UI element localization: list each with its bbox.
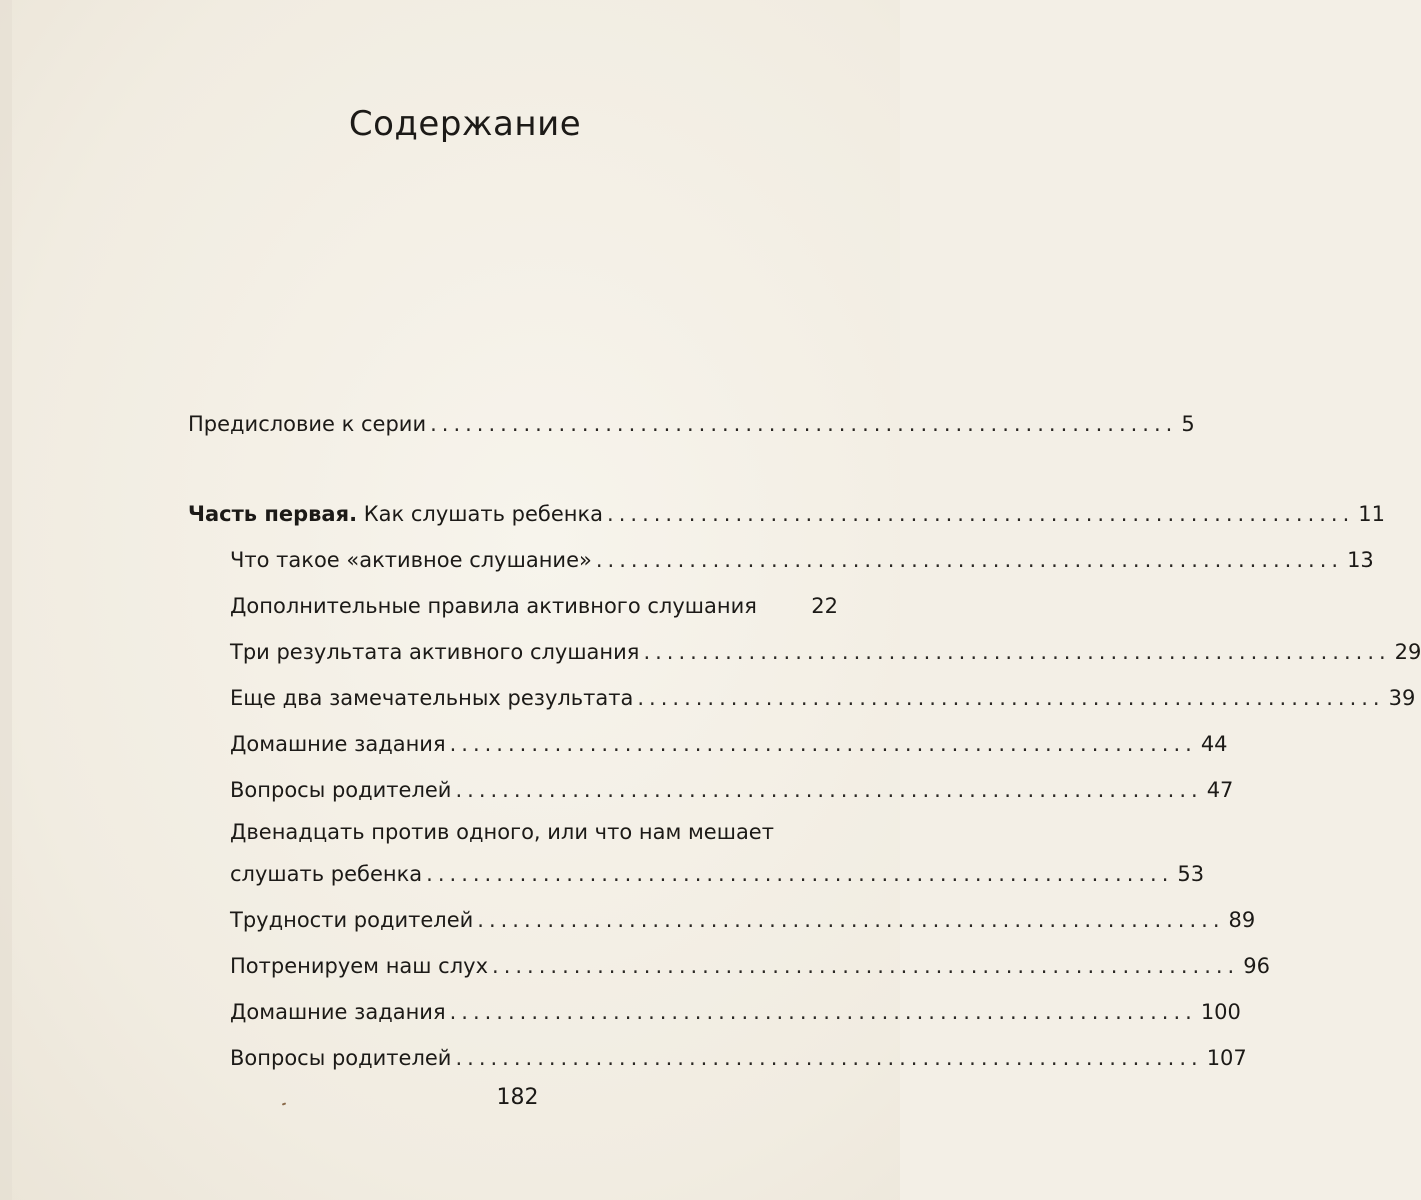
toc-page-number: 53 [1177, 862, 1205, 886]
leader-dots: ................................................................ [643, 640, 1391, 664]
leader-dots: ................................................................ [492, 954, 1240, 978]
toc-entry [188, 574, 838, 620]
toc-label: Домашние задания [230, 1000, 446, 1024]
toc-label-line1: Двенадцать против одного, или что нам мешает [230, 820, 774, 844]
toc-line2-row [230, 850, 1205, 888]
toc-page-number: 100 [1200, 1000, 1241, 1024]
toc-entry [188, 620, 1421, 666]
toc-entry-preface [188, 392, 1195, 438]
toc-page-number: 29 [1394, 640, 1421, 664]
leader-dots: ................................................................ [449, 732, 1197, 756]
toc-label: Дополнительные правила активного слушания [230, 594, 757, 618]
leader-dots: ................................................................ [449, 1000, 1197, 1024]
toc-entry [188, 888, 1256, 934]
toc-label: Еще два замечательных результата [230, 686, 634, 710]
toc-entry-two-line [188, 804, 1205, 888]
toc-label: Вопросы родителей [230, 1046, 452, 1070]
toc-entry [188, 666, 1416, 712]
toc-label [188, 500, 603, 528]
toc-label: Предисловие к серии [188, 412, 427, 436]
toc-label: Потренируем наш слух [230, 954, 489, 978]
toc-page-number: 47 [1206, 778, 1234, 802]
page-number: 182 [496, 1085, 539, 1110]
toc-entry [188, 528, 1374, 574]
toc-label: Домашние задания [230, 732, 446, 756]
toc-entry [188, 980, 1241, 1026]
toc-page-number: 39 [1388, 686, 1416, 710]
toc-entry [188, 712, 1228, 758]
toc-page-number: 96 [1243, 954, 1270, 978]
toc-label: Вопросы родителей [230, 778, 452, 802]
toc-page-number: 107 [1206, 1046, 1247, 1070]
page-title: Содержание [348, 104, 582, 144]
toc-page-number: 11 [1358, 502, 1385, 526]
toc-entry [188, 758, 1234, 804]
toc-label-line2: слушать ребенка [230, 862, 423, 886]
toc-page-number: 44 [1200, 732, 1228, 756]
toc-label: Что такое «активное слушание» [230, 548, 592, 572]
toc-page-number: 5 [1181, 412, 1195, 436]
leader-dots: ................................................................ [595, 548, 1344, 572]
toc-page-number: 22 [811, 594, 838, 618]
toc-page-number: 89 [1228, 908, 1256, 932]
toc-label: Трудности родителей [230, 908, 474, 932]
leader-dots: ................................................................ [607, 502, 1355, 526]
leader-dots: ................................................................ [455, 778, 1203, 802]
leader-dots: ................................................................ [426, 862, 1174, 886]
leader-dots: ................................................................ [455, 1046, 1203, 1070]
toc-entry [188, 934, 1270, 980]
leader-dots: ................................................................ [637, 686, 1385, 710]
leader-dots: ................................................................ [430, 412, 1178, 436]
leader-dots: ................................................................ [477, 908, 1225, 932]
toc-entry-part-one [188, 482, 1385, 528]
page-edge [0, 0, 12, 1200]
toc-entry [188, 1026, 1247, 1072]
toc-page-number: 13 [1347, 548, 1374, 572]
toc-label: Три результата активного слушания [230, 640, 640, 664]
part-title: Как слушать ребенка [357, 502, 604, 526]
part-heading: Часть первая. [188, 502, 358, 526]
table-of-contents [188, 392, 1421, 1072]
